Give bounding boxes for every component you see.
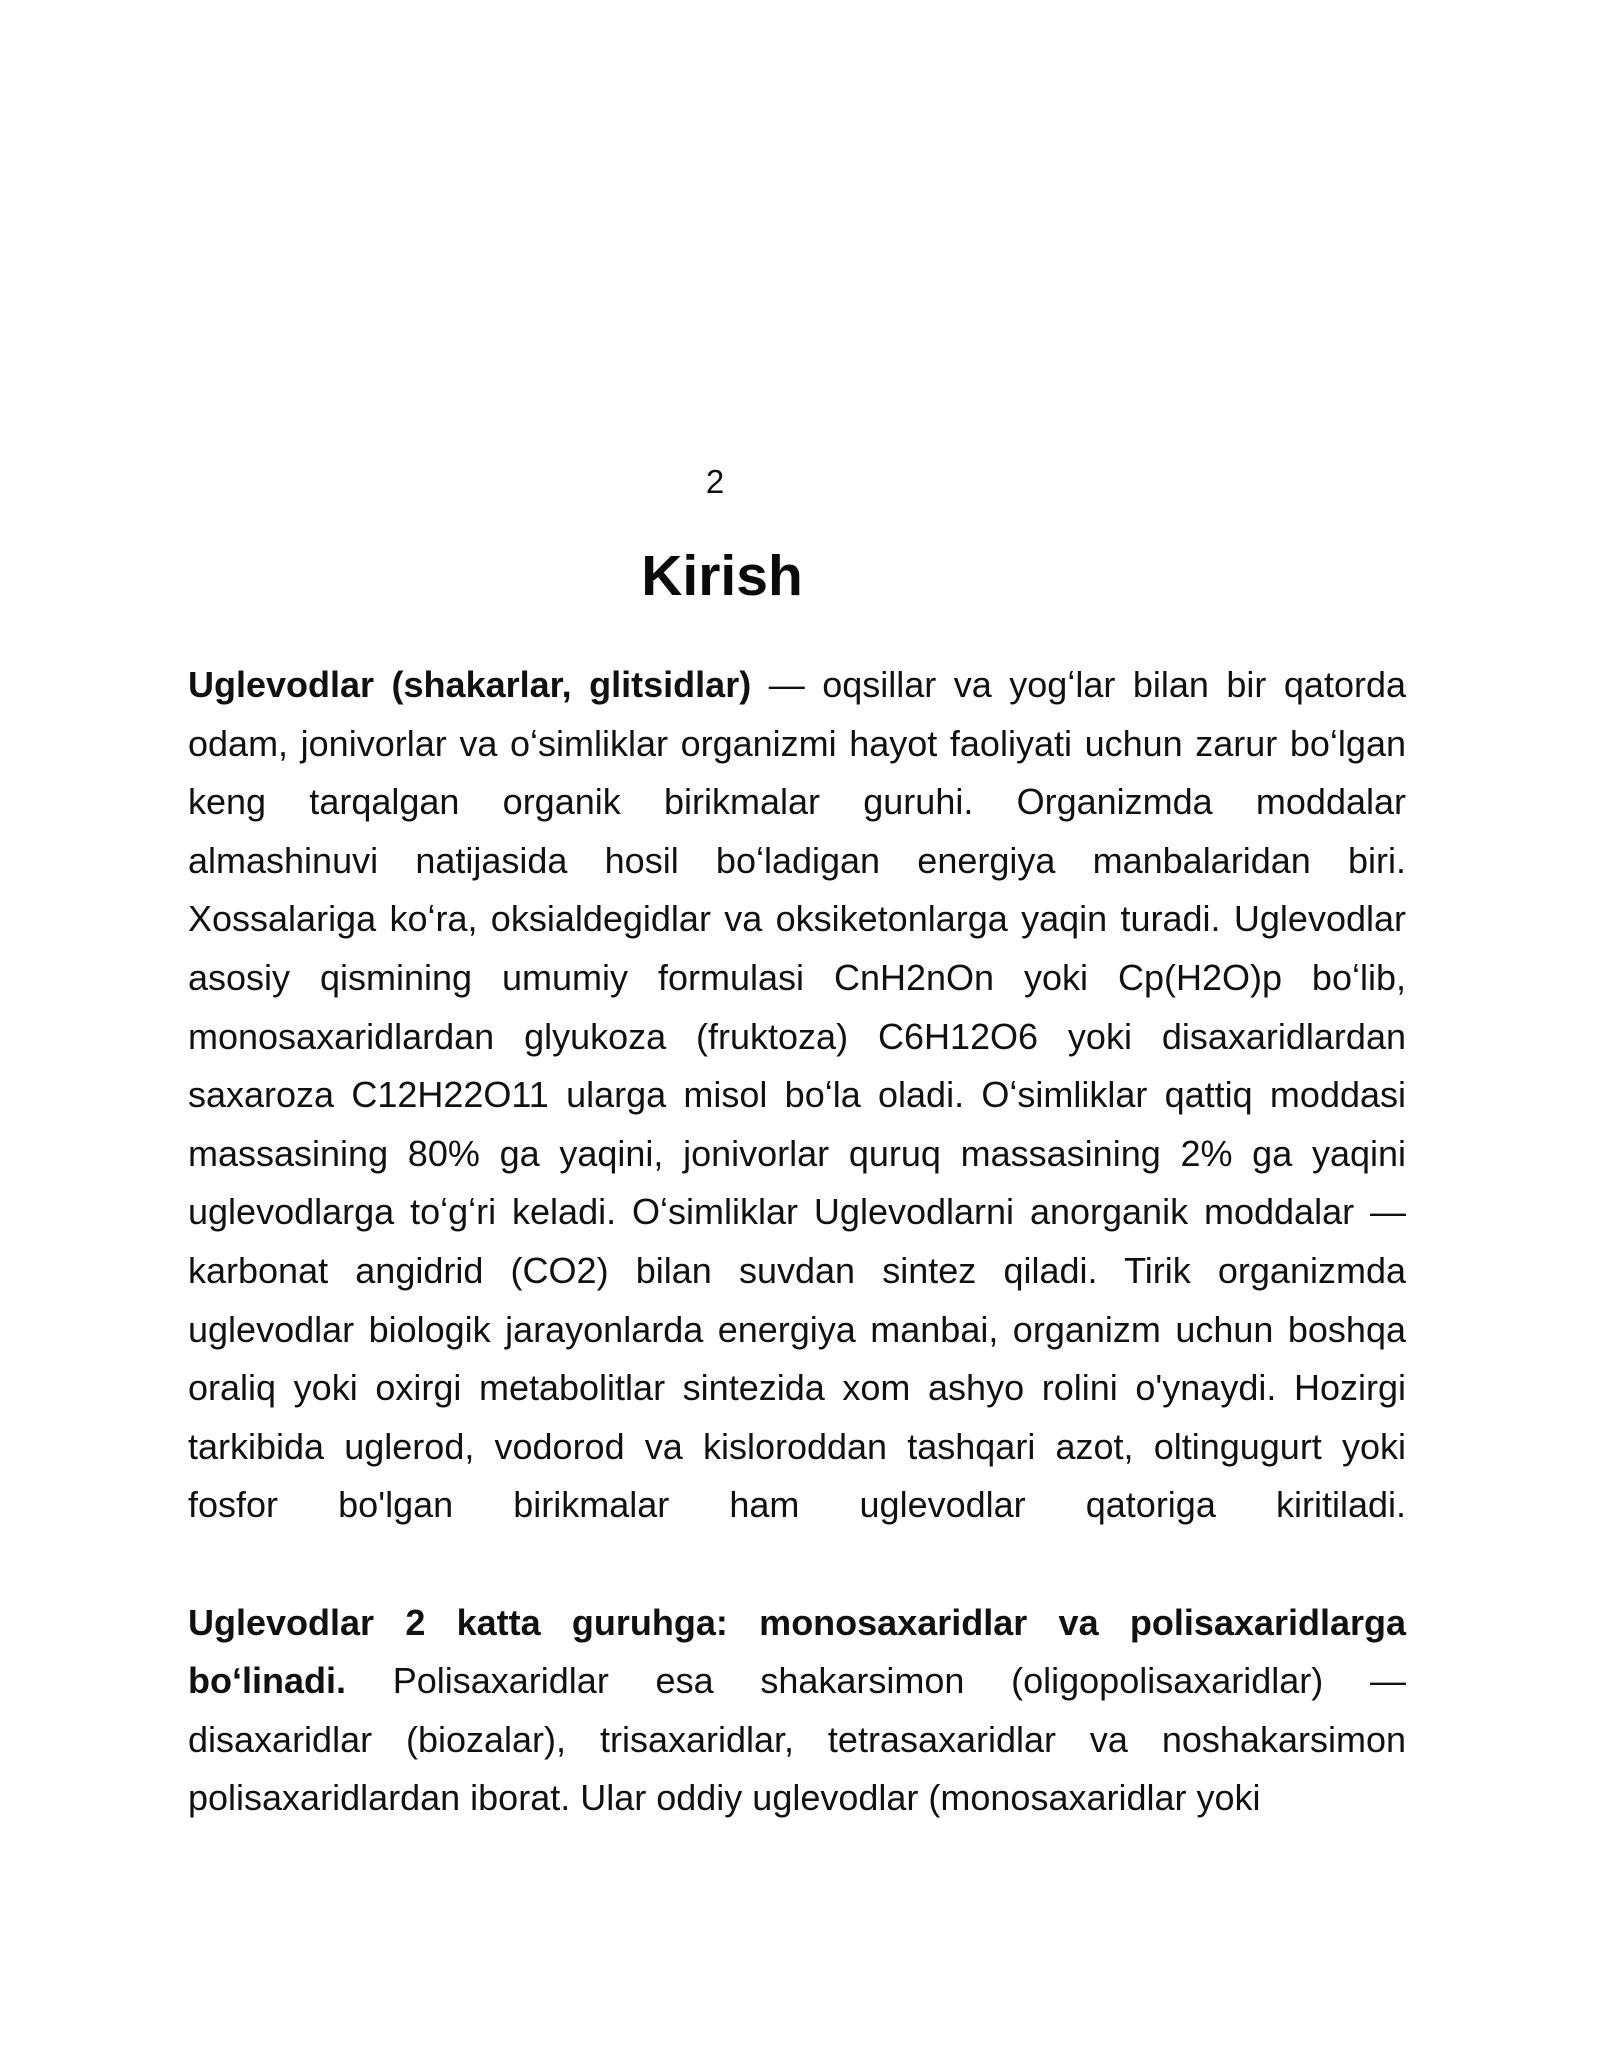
bold-lead-term: Uglevodlar (shakarlar, glitsidlar) [188, 664, 752, 705]
paragraph-text-continued: Polisaxaridlar esa shakarsimon (oligopolisaxaridlar) — disaxaridlar (biozalar), trisaxaridlar, tetrasaxaridlar va noshakarsimon polisaxaridlardan iborat. Ular oddiy uglevodlar (monosaxaridlar yoki [188, 1660, 1406, 1819]
page-title: Kirish [641, 544, 803, 608]
body-paragraph [188, 656, 1406, 1828]
paragraph-text: — oqsillar va yogʻlar bilan bir qatorda odam, jonivorlar va oʻsimliklar organizmi hayot faoliyati uchun zarur boʻlgan keng tarqalgan organik birikmalar guruhi. Organizmda moddalar almashinuvi natijasida hosil boʻladigan energiya manbalaridan biri. Xossalariga koʻra, oksialdegidlar va oksiketonlarga yaqin turadi. Uglevodlar asosiy qismining umumiy formulasi CnH2nOn yoki Cp(H2O)p boʻlib, monosaxaridlardan glyukoza (fruktoza) C6H12O6 yoki disaxaridlardan saxaroza C12H22O11 ularga misol boʻla oladi. Oʻsimliklar qattiq moddasi massasining 80% ga yaqini, jonivorlar quruq massasining 2% ga yaqini uglevodlarga toʻgʻri keladi. Oʻsimliklar Uglevodlarni anorganik moddalar — karbonat angidrid (CO2) bilan suvdan sintez qiladi. Tirik organizmda uglevodlar biologik jarayonlarda energiya manbai, organizm uchun boshqa oraliq yoki oxirgi metabolitlar sintezida xom ashyo rolini o'ynaydi. Hozirgi tarkibida uglerod, vodorod va kisloroddan tashqari azot, oltingugurt yoki fosfor bo'lgan birikmalar ham uglevodlar qatoriga kiritiladi. [188, 664, 1406, 1526]
bold-statement: Uglevodlar 2 katta guruhga: monosaxaridlar va polisaxaridlarga boʻlinadi. [188, 1601, 1406, 1702]
page-number: 2 [705, 463, 725, 500]
